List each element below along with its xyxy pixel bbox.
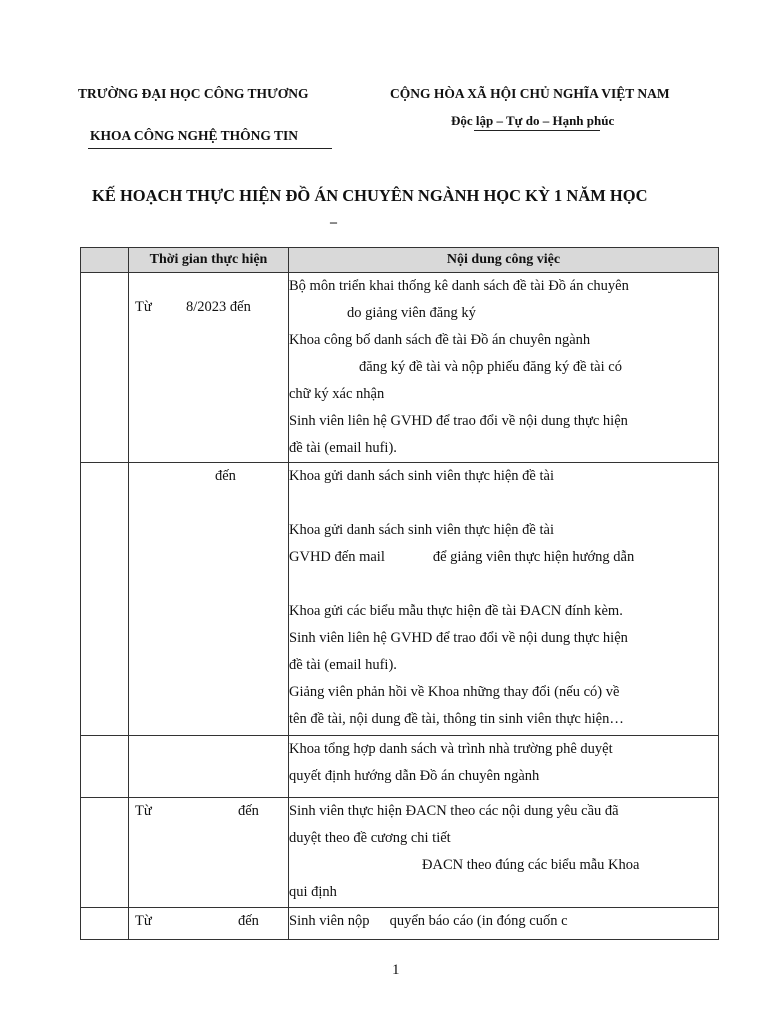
content-line: Khoa công bố danh sách đề tài Đồ án chuyên ngành bbox=[289, 332, 591, 348]
content-line: Sinh viên liên hệ GVHD để trao đổi về nội dung thực hiện bbox=[289, 413, 628, 429]
time-from: Từ bbox=[135, 913, 152, 929]
content-line: Sinh viên liên hệ GVHD để trao đổi về nội dung thực hiện bbox=[289, 630, 628, 646]
row-index-cell bbox=[81, 463, 129, 736]
row-index-cell bbox=[81, 908, 129, 940]
row-content-cell bbox=[289, 463, 719, 736]
time-from: Từ bbox=[135, 803, 152, 819]
time-to: đến bbox=[238, 803, 259, 819]
time-to: đến bbox=[215, 468, 236, 484]
row-time-cell bbox=[129, 273, 289, 463]
table-row bbox=[81, 463, 719, 736]
content-fragment: để giảng viên thực hiện hướng dẫn bbox=[432, 549, 635, 565]
row-time-cell bbox=[129, 736, 289, 798]
content-line: ĐACN theo đúng các biểu mẫu Khoa bbox=[422, 857, 640, 873]
content-line: đề tài (email hufi). bbox=[289, 440, 397, 456]
row-content-cell bbox=[289, 736, 719, 798]
row-time-cell bbox=[129, 798, 289, 908]
table-row bbox=[81, 908, 719, 940]
content-line: đăng ký đề tài và nộp phiếu đăng ký đề tài có bbox=[359, 359, 622, 375]
table-row bbox=[81, 736, 719, 798]
content-fragment: quyển báo cáo (in đóng cuốn c bbox=[389, 913, 568, 929]
content-line: do giảng viên đăng ký bbox=[347, 305, 476, 321]
row-index-cell bbox=[81, 273, 129, 463]
time-date: 8/2023 đến bbox=[186, 299, 251, 315]
header-content: Nội dung công việc bbox=[289, 248, 719, 273]
motto-underline bbox=[474, 130, 600, 131]
faculty-name: KHOA CÔNG NGHỆ THÔNG TIN bbox=[90, 128, 299, 143]
row-index-cell bbox=[81, 798, 129, 908]
row-time-cell bbox=[129, 463, 289, 736]
time-to: đến bbox=[238, 913, 259, 929]
document-title-dash: – bbox=[330, 215, 337, 230]
content-line bbox=[289, 908, 718, 935]
content-line: Khoa gửi danh sách sinh viên thực hiện đề tài bbox=[289, 522, 554, 538]
table-row bbox=[81, 798, 719, 908]
content-line: Khoa tổng hợp danh sách và trình nhà trường phê duyệt bbox=[289, 741, 613, 757]
content-line: Sinh viên thực hiện ĐACN theo các nội dung yêu cầu đã bbox=[289, 803, 619, 819]
time-from: Từ bbox=[135, 299, 152, 315]
faculty-underline bbox=[88, 148, 332, 149]
content-fragment: GVHD đến mail bbox=[289, 549, 385, 565]
content-line: Khoa gửi các biểu mẫu thực hiện đề tài ĐACN đính kèm. bbox=[289, 603, 623, 619]
row-time-cell bbox=[129, 908, 289, 940]
content-line: duyệt theo đề cương chi tiết bbox=[289, 830, 451, 846]
content-line: chữ ký xác nhận bbox=[289, 386, 385, 402]
content-blank-line bbox=[289, 571, 718, 598]
school-name: TRƯỜNG ĐẠI HỌC CÔNG THƯƠNG bbox=[78, 86, 309, 101]
content-line: tên đề tài, nội dung đề tài, thông tin sinh viên thực hiện… bbox=[289, 711, 624, 727]
row-content-cell bbox=[289, 273, 719, 463]
header-time: Thời gian thực hiện bbox=[129, 248, 289, 273]
content-line: Khoa gửi danh sách sinh viên thực hiện đề tài bbox=[289, 468, 554, 484]
row-content-cell bbox=[289, 798, 719, 908]
content-line: quyết định hướng dẫn Đồ án chuyên ngành bbox=[289, 768, 540, 784]
row-content-cell bbox=[289, 908, 719, 940]
table-header-row bbox=[81, 248, 719, 273]
header-index bbox=[81, 248, 129, 273]
content-line: Bộ môn triển khai thống kê danh sách đề tài Đồ án chuyên bbox=[289, 278, 629, 294]
content-line: Giảng viên phản hồi về Khoa những thay đổi (nếu có) về bbox=[289, 684, 620, 700]
republic-title: CỘNG HÒA XÃ HỘI CHỦ NGHĨA VIỆT NAM bbox=[390, 86, 670, 101]
plan-table bbox=[80, 247, 719, 940]
content-line: qui định bbox=[289, 884, 337, 900]
table-row bbox=[81, 273, 719, 463]
content-blank-line bbox=[289, 490, 718, 517]
content-fragment: Sinh viên nộp bbox=[289, 913, 370, 929]
motto: Độc lập – Tự do – Hạnh phúc bbox=[451, 113, 615, 128]
content-line: đề tài (email hufi). bbox=[289, 657, 397, 673]
document-title: KẾ HOẠCH THỰC HIỆN ĐỒ ÁN CHUYÊN NGÀNH HỌC KỲ 1 NĂM HỌC bbox=[92, 186, 648, 205]
page-number: 1 bbox=[392, 962, 400, 978]
content-line bbox=[289, 544, 718, 571]
row-index-cell bbox=[81, 736, 129, 798]
